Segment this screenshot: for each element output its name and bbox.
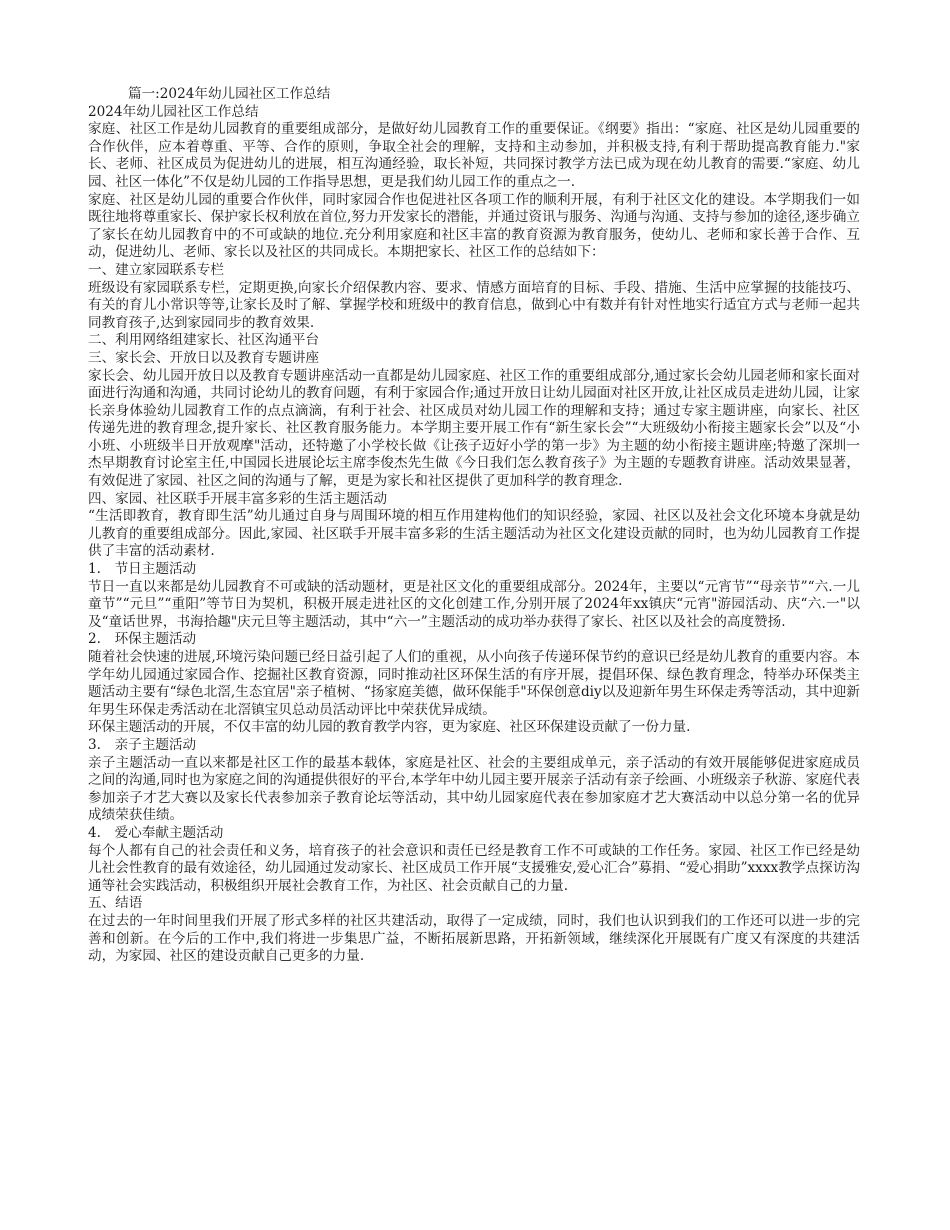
subsection-heading-3: 3. 亲子主题活动	[88, 736, 197, 753]
paragraph-subsection-1: 节日一直以来都是幼儿园教育不可或缺的活动题材，更是社区文化的重要组成部分。2024年，主要以“元宵节”“母亲节”“六.一儿童节”“元旦”“重阳”等节日为契机，积极开展走进社区的文化创建工作,分别开展了2024年xx镇庆“元宵"游园活动、庆“六.一"以及“童话世界，书海拾趣"庆元旦等主题活动，其中“六一”主题活动的成功举办获得了家长、社区以及社会的高度赞扬.	[88, 578, 860, 630]
section-heading-4: 四、家园、社区联手开展丰富多彩的生活主题活动	[88, 490, 388, 507]
paragraph-subsection-3: 亲子主题活动一直以来都是社区工作的最基本载体，家庭是社区、社会的主要组成单元，亲子活动的有效开展能够促进家庭成员之间的沟通,同时也为家庭之间的沟通提供很好的平台,本学年中幼儿园主要开展亲子活动有亲子绘画、小班级亲子秋游、家庭代表参加亲子才艺大赛以及家长代表参加亲子教育论坛等活动，其中幼儿园家庭代表在参加家庭才艺大赛活动中以总分第一名的优异成绩荣获佳绩。	[88, 754, 860, 824]
section-heading-3: 三、家长会、开放日以及教育专题讲座	[88, 349, 320, 366]
paragraph-subsection-2b: 环保主题活动的开展，不仅丰富的幼儿园的教育教学内容，更为家庭、社区环保建设贡献了一份力量.	[88, 719, 691, 736]
section-heading-1: 一、建立家园联系专栏	[88, 261, 224, 278]
document-heading: 篇一:2024年幼儿园社区工作总结	[128, 86, 331, 102]
paragraph-subsection-4: 每个人都有自己的社会责任和义务，培育孩子的社会意识和责任已经是教育工作不可或缺的工作任务。家园、社区工作已经是幼儿社会性教育的最有效途径，幼儿园通过发动家长、社区成员工作开展“支援雅安,爱心汇合”募捐、“爱心捐助”xxxx教学点探访沟通等社会实践活动，积极组织开展社会教育工作，为社区、社会贡献自己的力量.	[88, 842, 860, 894]
paragraph-section-4: “生活即教育，教育即生活”幼儿通过自身与周围环境的相互作用建构他们的知识经验，家园、社区以及社会文化环境本身就是幼儿教育的重要组成部分。因此,家园、社区联手开展丰富多彩的生活主题活动为社区文化建设贡献的同时，也为幼儿园教育工作提供了丰富的活动素材.	[88, 508, 860, 560]
paragraph-section-3: 家长会、幼儿园开放日以及教育专题讲座活动一直都是幼儿园家庭、社区工作的重要组成部分,通过家长会幼儿园老师和家长面对面进行沟通和沟通，共同讨论幼儿的教育问题，有利于家园合作;通过开放日让幼儿园面对社区开放,让社区成员走进幼儿园，让家长亲身体验幼儿园教育工作的点点滴滴，有利于社会、社区成员对幼儿园工作的理解和支持；通过专家主题讲座，向家长、社区传递先进的教育理念,提升家长、社区教育服务能力。本学期主要开展工作有“新生家长会”“大班级幼小衔接主题家长会”以及“小小班、小班级半日开放观摩"活动，还特邀了小学校长做《让孩子迈好小学的第一步》为主题的幼小衔接主题讲座;特邀了深圳一杰早期教育讨论室主任,中国园长进展论坛主席李俊杰先生做《今日我们怎么教育孩子》为主题的专题教育讲座。活动效果显著，有效促进了家园、社区之间的沟通与了解，更是为家长和社区提供了更加科学的教育理念.	[88, 367, 860, 490]
paragraph-section-1: 班级设有家园联系专栏，定期更换,向家长介绍保教内容、要求、情感方面培育的目标、手段、措施、生活中应掌握的技能技巧、有关的育儿小常识等等,让家长及时了解、掌握学校和班级中的教育信息，做到心中有数并有针对性地实行适宜方式与老师一起共同教育孩子,达到家园同步的教育效果.	[88, 279, 860, 331]
subsection-heading-4: 4. 爱心奉献主题活动	[88, 824, 224, 841]
section-heading-5: 五、结语	[88, 895, 143, 912]
document-subtitle: 2024年幼儿园社区工作总结	[88, 103, 259, 120]
paragraph-intro-1: 家庭、社区工作是幼儿园教育的重要组成部分，是做好幼儿园教育工作的重要保证。《纲要》指出：“家庭、社区是幼儿园重要的合作伙伴，应本着尊重、平等、合作的原则，争取全社会的理解，支持和主动参加，并积极支持,有利于帮助提高教育能力."家长、老师、社区成员为促进幼儿的进展，相互沟通经验，取长补短，共同探讨教学方法已成为现在幼儿教育的需要.“家庭、幼儿园、社区一体化”不仅是幼儿园的工作指导思想，更是我们幼儿园工作的重点之一.	[88, 121, 860, 190]
paragraph-intro-2: 家庭、社区是幼儿园的重要合作伙伴，同时家园合作也促进社区各项工作的顺利开展，有利于社区文化的建设。本学期我们一如既往地将尊重家长、保护家长权利放在首位,努力开发家长的潜能，并通过资讯与服务、沟通与沟通、支持与参加的途径,逐步确立了家长在幼儿园教育中的不可或缺的地位.充分利用家庭和社区丰富的教育资源为教育服务，使幼儿、老师和家长善于合作、互动，促进幼儿、老师、家长以及社区的共同成长。本期把家长、社区工作的总结如下：	[88, 191, 860, 261]
subsection-heading-2: 2. 环保主题活动	[88, 631, 197, 648]
paragraph-subsection-2a: 随着社会快速的进展,环境污染问题已经日益引起了人们的重视，从小向孩子传递环保节约的意识已经是幼儿教育的重要内容。本学年幼儿园通过家园合作、挖掘社区教育资源，同时推动社区环保生活的有序开展，提倡环保、绿色教育理念，特举办环保类主题活动主要有“绿色北滘,生态宜居"亲子植树、“扬家庭美德，做环保能手"环保创意diy以及迎新年男生环保走秀等活动，其中迎新年男生环保走秀活动在北滘镇宝贝总动员活动评比中荣获优异成绩。	[88, 649, 860, 718]
subsection-heading-1: 1. 节日主题活动	[88, 561, 197, 578]
section-heading-2: 二、利用网络组建家长、社区沟通平台	[88, 332, 320, 349]
document-body	[88, 86, 860, 966]
paragraph-conclusion: 在过去的一年时间里我们开展了形式多样的社区共建活动，取得了一定成绩，同时，我们也认识到我们的工作还可以进一步的完善和创新。在今后的工作中,我们将进一步集思广益，不断拓展新思路，开拓新领域，继续深化开展既有广度又有深度的共建活动，为家园、社区的建设贡献自己更多的力量.	[88, 912, 860, 965]
